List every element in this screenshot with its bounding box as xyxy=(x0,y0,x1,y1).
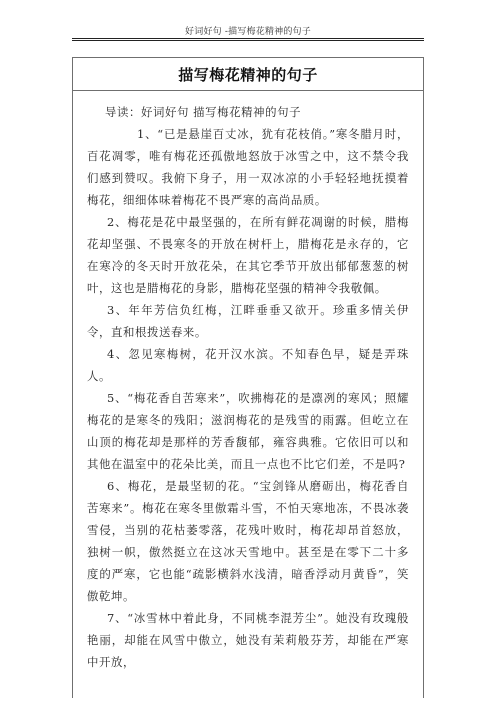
intro-line: 导读：好词好句 描写梅花精神的句子 xyxy=(105,105,302,119)
page-header: 好词好句 -描写梅花精神的句子 xyxy=(185,27,311,37)
paragraph-4: 4、忽见寒梅树，花开汉水滨。不知春色早，疑是弄珠人。 xyxy=(87,347,409,383)
paragraph-3: 3、年年芳信负红梅，江畔垂垂又欲开。珍重多情关伊令，直和根拨送春来。 xyxy=(87,303,409,339)
paragraph-2: 2、梅花是花中最坚强的，在所有鲜花凋谢的时候，腊梅花却坚强、不畏寒冬的开放在树杆上，腊梅花是永存的，它在寒冷的冬天时开放花朵，在其它季节开放出郁郁葱葱的树叶，这也是腊梅花的身影，腊梅花坚强的精神令我敬佩。 xyxy=(87,215,409,295)
paragraph-1: 1、“已是悬崖百丈冰，犹有花枝俏。”寒冬腊月时，百花凋零，唯有梅花还孤傲地怒放于冰雪之中，这不禁令我们感到赞叹。我俯下身子，用一双冰凉的小手轻轻地抚摸着梅花，细细体味着梅花不畏严寒的高尚品质。 xyxy=(87,127,409,207)
document-title: 描写梅花精神的句子 xyxy=(178,65,318,84)
title-row xyxy=(73,58,423,91)
paragraph-7: 7、“冰雪林中着此身，不同桃李混芳尘”。她没有玫瑰般艳丽，却能在风雪中傲立，她没有茉莉般芬芳，却能在严寒中开放， xyxy=(87,611,409,669)
paragraph-5: 5、“梅花香自苦寒来”，吹拂梅花的是凛冽的寒风；照耀梅花的是寒冬的残阳；滋润梅花的是残雪的雨露。但屹立在山顶的梅花却是那样的芳香馥郁，雍容典雅。它依旧可以和其他在温室中的花朵比美，而且一点也不比它们差，不是吗? xyxy=(87,391,409,471)
document-body xyxy=(73,91,423,673)
paragraph-6: 6、梅花，是最坚韧的花。“宝剑锋从磨砺出，梅花香自苦寒来”。梅花在寒冬里傲霜斗雪，不怕天寒地冻，不畏冰袭雪侵，当别的花枯萎零落，花残叶败时，梅花却昂首怒放，独树一帜，傲然挺立在这冰天雪地中。甚至是在零下二十多度的严寒，它也能“疏影横斜水浅清，暗香浮动月黄昏”，笑傲乾坤。 xyxy=(87,479,409,603)
header-rule-double xyxy=(72,40,424,41)
document-frame xyxy=(72,57,424,698)
header-rule xyxy=(72,38,424,39)
